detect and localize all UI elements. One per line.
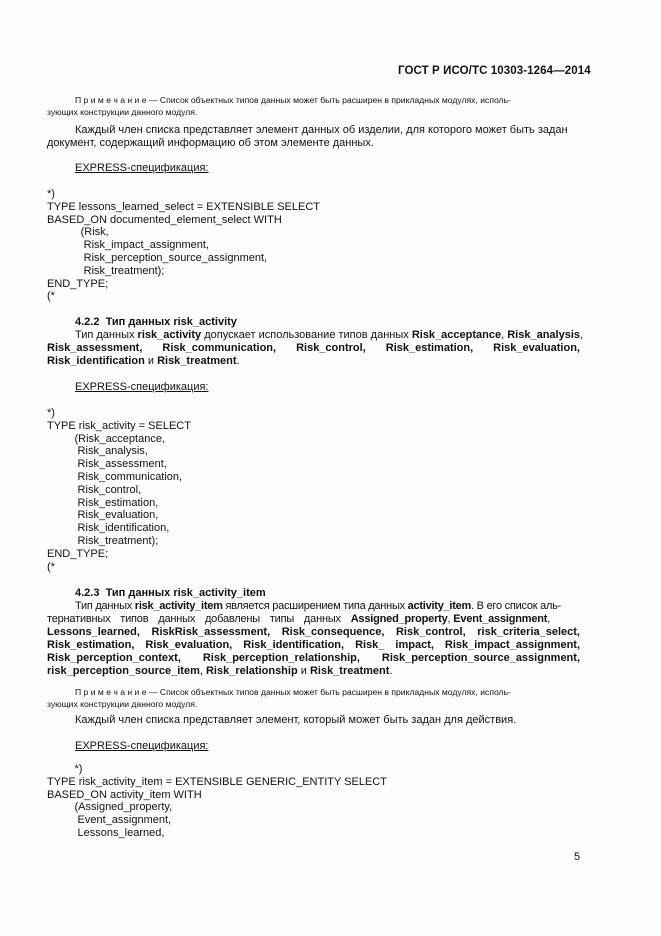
- text: . В его список аль-: [471, 600, 562, 612]
- express-spec-label: EXPRESS-спецификация:: [75, 740, 209, 752]
- term: Risk_: [355, 639, 385, 651]
- code-line: TYPE lessons_learned_select = EXTENSIBLE SELECT: [47, 200, 320, 213]
- text: допускает использование типов данных: [201, 329, 412, 341]
- code-line: TYPE risk_activity_item = EXTENSIBLE GENERIC_ENTITY SELECT: [47, 775, 387, 788]
- text: ,: [580, 329, 584, 341]
- term: Assigned_property: [350, 613, 448, 625]
- document-header: ГОСТ Р ИСО/ТС 10303-1264—2014: [398, 65, 591, 77]
- paragraph-1-line-1: Каждый член списка представляет элемент данных об изделии, для которого может быть задан: [75, 124, 568, 136]
- code-line: *): [47, 188, 55, 200]
- code-line: Risk_identification,: [47, 522, 170, 535]
- code-line: *): [47, 763, 83, 775]
- section-4-2-3-line-2: [47, 613, 580, 626]
- code-line: Risk_perception_source_assignment,: [47, 251, 268, 264]
- term: risk_perception_source_item: [47, 665, 200, 677]
- text: ,: [501, 329, 508, 341]
- term: Risk_acceptance: [411, 329, 502, 341]
- term: Risk_perception_source_assignment,: [381, 652, 580, 664]
- section-4-2-2-line-2: [47, 342, 580, 355]
- term: RiskRisk_assessment,: [151, 626, 271, 638]
- page-number: 5: [574, 851, 581, 863]
- section-4-2-3-line-5: [47, 652, 580, 665]
- term: Event_assignment: [453, 613, 548, 625]
- note-text: — Список объектных типов данных может быть расширен в прикладных модулях, исполь-: [146, 95, 511, 105]
- text: .: [389, 665, 393, 677]
- section-title: Тип данных risk_activity_item: [105, 587, 266, 599]
- text: является расширением типа данных: [222, 600, 408, 612]
- term: risk_criteria_select,: [477, 626, 580, 638]
- text: ,: [547, 613, 551, 625]
- code-line: Risk_assessment,: [47, 458, 167, 471]
- code-line: Risk_treatment);: [47, 264, 165, 277]
- term: Risk_evaluation,: [145, 639, 233, 651]
- paragraph-2-line-1: Каждый член списка представляет элемент, который может быть задан для действия.: [75, 714, 517, 726]
- code-line: Risk_communication,: [47, 470, 183, 483]
- paragraph-1-line-2: документ, содержащий информацию об этом элементе данных.: [47, 137, 374, 149]
- term: activity_item: [407, 600, 472, 612]
- note-text: — Список объектных типов данных может быть расширен в прикладных модулях, исполь-: [146, 687, 511, 697]
- section-number: 4.2.2: [75, 316, 100, 328]
- section-title: Тип данных risk_activity: [105, 316, 237, 328]
- code-line: END_TYPE;: [47, 547, 109, 560]
- section-4-2-3-line-6: [47, 665, 393, 678]
- code-line: *): [47, 407, 55, 419]
- term: risk_activity: [137, 329, 202, 341]
- term: risk_activity_item: [134, 600, 223, 612]
- term: Risk_control,: [296, 342, 366, 354]
- express-spec-label: EXPRESS-спецификация:: [75, 381, 209, 393]
- note-label: П р и м е ч а н и е: [75, 687, 147, 697]
- note-2-continuation: зующих конструкции данного модуля.: [47, 699, 198, 709]
- code-line: (Risk_acceptance,: [47, 432, 165, 445]
- term: Risk_perception_relationship,: [202, 652, 360, 664]
- term: Risk_estimation,: [47, 639, 135, 651]
- code-block-2: [47, 407, 191, 573]
- note-label: П р и м е ч а н и е: [75, 95, 147, 105]
- express-spec-label: EXPRESS-спецификация:: [75, 162, 209, 174]
- code-block-3: [47, 763, 387, 840]
- code-line: (*: [47, 290, 55, 303]
- term: Risk_relationship: [205, 665, 298, 677]
- term: Risk_communication,: [162, 342, 277, 354]
- code-line: END_TYPE;: [47, 277, 109, 290]
- note-1: [75, 95, 511, 106]
- code-line: TYPE risk_activity = SELECT: [47, 419, 191, 432]
- code-block-1: [47, 188, 320, 303]
- term: Risk_assessment,: [47, 342, 143, 354]
- term: Risk_evaluation,: [493, 342, 580, 354]
- section-heading-4-2-3: [75, 587, 266, 600]
- section-number: 4.2.3: [75, 587, 100, 599]
- code-line: Risk_control,: [47, 483, 142, 496]
- code-line: Risk_estimation,: [47, 496, 159, 509]
- term: Risk_identification: [47, 355, 145, 367]
- text: Тип данных: [75, 329, 138, 341]
- code-line: Event_assignment,: [47, 814, 172, 827]
- code-line: BASED_ON activity_item WITH: [47, 788, 202, 801]
- term: Risk_treatment: [309, 665, 390, 677]
- term: Risk_control,: [395, 626, 466, 638]
- note-1-continuation: зующих конструкции данного модуля.: [47, 107, 198, 117]
- text: и: [144, 355, 158, 367]
- term: Risk_analysis: [507, 329, 580, 341]
- term: Risk_perception_context,: [47, 652, 181, 664]
- section-4-2-2-line-1: [75, 329, 583, 342]
- code-line: (Assigned_property,: [47, 801, 173, 814]
- term: Risk_consequence,: [281, 626, 385, 638]
- code-line: Risk_evaluation,: [47, 509, 159, 522]
- text: ,: [447, 613, 454, 625]
- section-4-2-3-line-4: [47, 639, 580, 652]
- section-4-2-3-line-1: [75, 600, 561, 613]
- text: .: [236, 355, 240, 367]
- text: и: [297, 665, 310, 677]
- section-heading-4-2-2: [75, 316, 237, 329]
- term: Risk_treatment: [157, 355, 237, 367]
- text: Тип данных: [75, 600, 135, 612]
- term: Risk_estimation,: [385, 342, 474, 354]
- code-line: Risk_impact_assignment,: [47, 239, 210, 252]
- term: impact,: [395, 639, 434, 651]
- text: тернативных типов данных добавлены типы данных: [47, 613, 351, 625]
- code-line: BASED_ON documented_element_select WITH: [47, 213, 282, 226]
- code-line: (Risk,: [47, 226, 109, 239]
- text: ,: [199, 665, 206, 677]
- term: Risk_identification,: [243, 639, 345, 651]
- note-2: [75, 687, 511, 698]
- section-4-2-3-line-3: [47, 626, 580, 639]
- code-line: (*: [47, 560, 55, 573]
- code-line: Risk_analysis,: [47, 445, 148, 458]
- code-line: Lessons_learned,: [47, 826, 165, 839]
- term: Lessons_learned,: [47, 626, 140, 638]
- section-4-2-2-line-3: [47, 355, 240, 368]
- code-line: Risk_treatment);: [47, 534, 159, 547]
- term: Risk_impact_assignment,: [444, 639, 581, 651]
